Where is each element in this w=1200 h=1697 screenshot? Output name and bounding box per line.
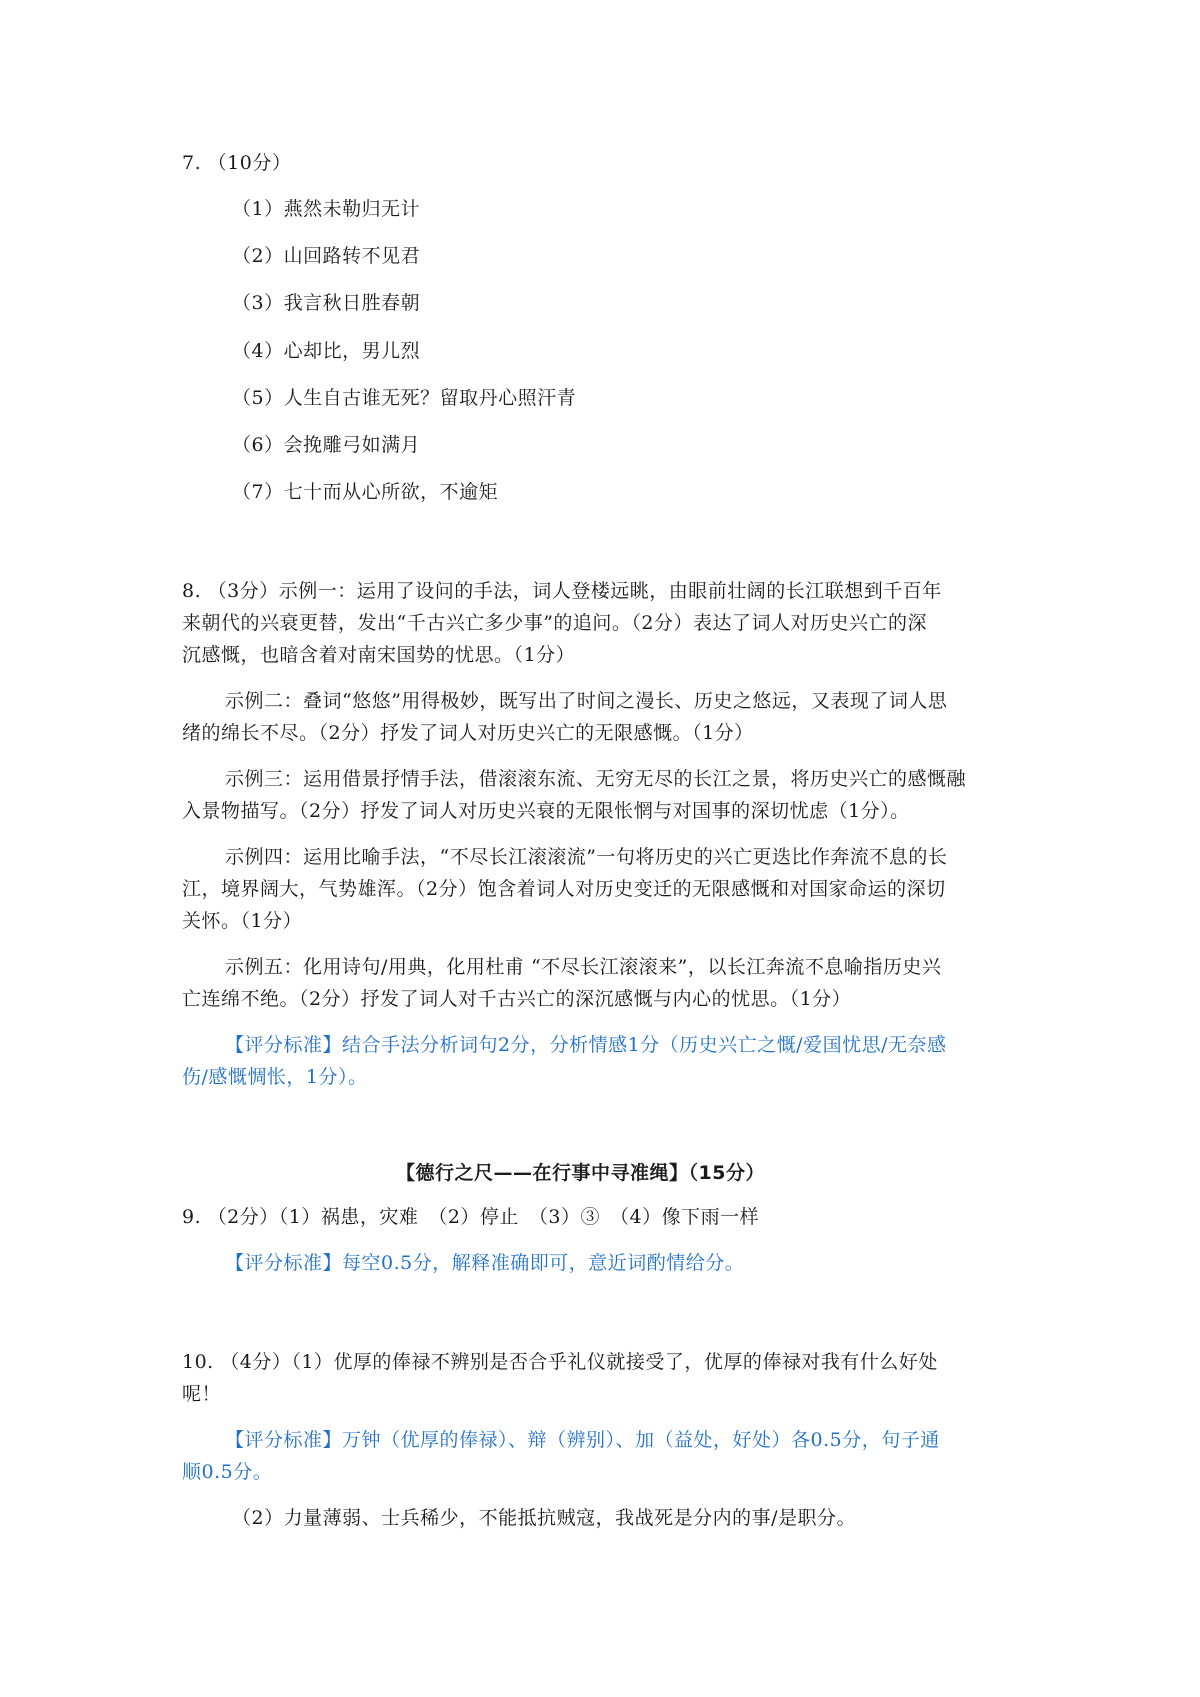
q8-line-12: 亡连绵不绝。（2分）抒发了词人对千古兴亡的深沉感慨与内心的忧思。（1分） xyxy=(182,988,852,1010)
q8-line-3: 沉感慨，也暗含着对南宋国势的忧思。（1分） xyxy=(182,644,576,666)
q10-line-1: 10. （4分）（1）优厚的俸禄不辨别是否合乎礼仪就接受了，优厚的俸禄对我有什么好处 xyxy=(182,1351,938,1373)
q7-answer-2: （2）山回路转不见君 xyxy=(232,245,421,267)
q8-line-2: 来朝代的兴衰更替，发出“千古兴亡多少事”的追问。（2分）表达了词人对历史兴亡的深 xyxy=(182,612,928,634)
q7-answer-7: （7）七十而从心所欲，不逾矩 xyxy=(232,481,499,503)
section-title: 【德行之尺——在行事中寻准绳】（15分） xyxy=(396,1162,765,1184)
q8-scoring-line-2: 伤/感慨惆怅，1分）。 xyxy=(182,1066,368,1088)
q8-line-4: 示例二：叠词“悠悠”用得极妙，既写出了时间之漫长、历史之悠远，又表现了词人思 xyxy=(225,690,948,712)
q8-line-6: 示例三：运用借景抒情手法，借滚滚东流、无穷无尽的长江之景，将历史兴亡的感慨融 xyxy=(225,768,967,790)
q7-answer-5: （5）人生自古谁无死？留取丹心照汗青 xyxy=(232,387,577,409)
q10-scoring-line-2: 顺0.5分。 xyxy=(182,1461,273,1483)
q7-answer-3: （3）我言秋日胜春朝 xyxy=(232,292,421,314)
q10-answer-2: （2）力量薄弱、士兵稀少，不能抵抗贼寇，我战死是分内的事/是职分。 xyxy=(232,1507,856,1529)
q7-answer-4: （4）心却比，男儿烈 xyxy=(232,340,421,362)
q9-scoring: 【评分标准】每空0.5分，解释准确即可，意近词酌情给分。 xyxy=(225,1252,745,1274)
q8-scoring-line-1: 【评分标准】结合手法分析词句2分，分析情感1分（历史兴亡之慨/爱国忧思/无奈感 xyxy=(225,1034,947,1056)
q8-line-1: 8. （3分）示例一：运用了设问的手法，词人登楼远眺，由眼前壮阔的长江联想到千百年 xyxy=(182,580,942,602)
q9-answer: 9. （2分）（1）祸患，灾难 （2）停止 （3）③ （4）像下雨一样 xyxy=(182,1206,760,1228)
q8-line-11: 示例五：化用诗句/用典，化用杜甫 “不尽长江滚滚来”，以长江奔流不息喻指历史兴 xyxy=(225,956,942,978)
q8-line-8: 示例四：运用比喻手法，“不尽长江滚滚流”一句将历史的兴亡更迭比作奔流不息的长 xyxy=(225,846,948,868)
q10-scoring-line-1: 【评分标准】万钟（优厚的俸禄）、辩（辨别）、加（益处，好处）各0.5分，句子通 xyxy=(225,1429,940,1451)
q10-line-2: 呢！ xyxy=(182,1383,222,1405)
q7-answer-1: （1）燕然未勒归无计 xyxy=(232,198,421,220)
q8-line-10: 关怀。（1分） xyxy=(182,910,303,932)
q8-line-9: 江，境界阔大，气势雄浑。（2分）饱含着词人对历史变迁的无限感慨和对国家命运的深切 xyxy=(182,878,946,900)
q7-answer-6: （6）会挽雕弓如满月 xyxy=(232,434,421,456)
q8-line-5: 绪的绵长不尽。（2分）抒发了词人对历史兴亡的无限感慨。（1分） xyxy=(182,722,754,744)
q8-line-7: 入景物描写。（2分）抒发了词人对历史兴衰的无限怅惘与对国事的深切忧虑（1分）。 xyxy=(182,800,910,822)
q7-heading: 7. （10分） xyxy=(182,152,292,174)
